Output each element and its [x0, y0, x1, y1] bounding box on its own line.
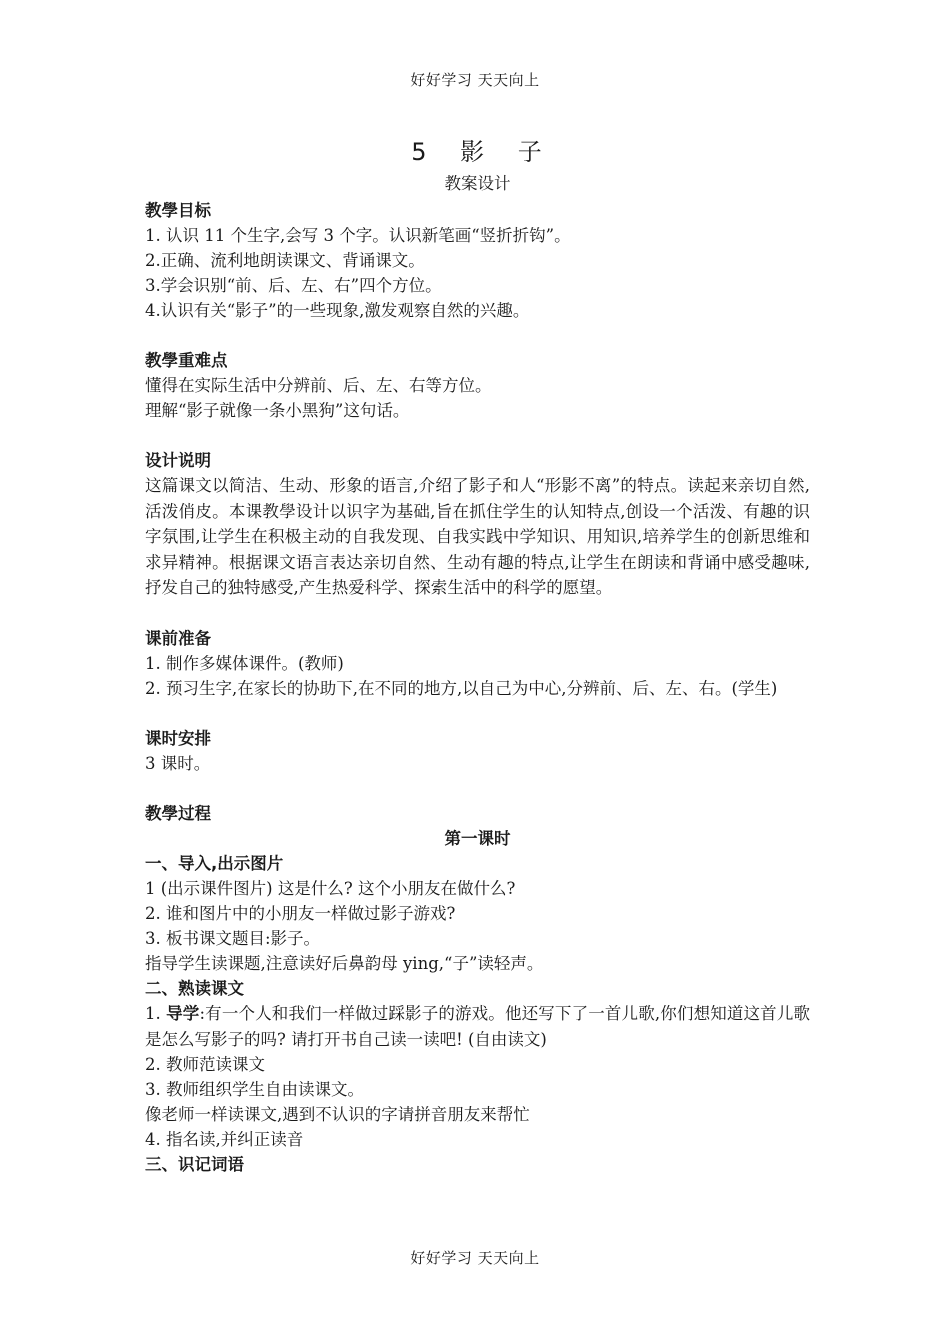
- lesson-title: 5 影 子: [411, 138, 544, 166]
- guide-label: 导学: [166, 1004, 200, 1023]
- prep-heading: 课前准备: [145, 628, 211, 648]
- part2-item: 2. 教师范读课文: [145, 1055, 265, 1074]
- design-paragraph: 这篇课文以简洁、生动、形象的语言,介绍了影子和人“形影不离”的特点。读起来亲切自然,活泼俏皮。本课教學设计以识字为基础,旨在抓住学生的认知特点,创设一个活泼、有趣的识字氛围,让学生在积极主动的自我发现、自我实践中学知识、用知识,培养学生的创新思维和求异精神。根据课文语言表达亲切自然、生动有趣的特点,让学生在朗读和背诵中感受趣味,抒发自己的独特感受,产生热爱科学、探索生活中的科学的愿望。: [145, 476, 810, 597]
- schedule-text: 3 课时。: [145, 754, 211, 773]
- prep-item: 2. 预习生字,在家长的协助下,在不同的地方,以自己为中心,分辨前、后、左、右。(学生): [145, 678, 778, 698]
- part2-item-number: 1.: [145, 1004, 167, 1023]
- part1-item: 1 (出示课件图片) 这是什么? 这个小朋友在做什么?: [145, 879, 516, 898]
- part2-item: 4. 指名读,并纠正读音: [145, 1130, 304, 1149]
- schedule-heading: 课时安排: [145, 729, 211, 748]
- goal-item: 2.正确、流利地朗读课文、背诵课文。: [145, 251, 425, 270]
- part2-heading: 二、熟读课文: [145, 979, 244, 998]
- part1-heading: 一、导入,出示图片: [145, 854, 284, 873]
- part1-item: 3. 板书课文题目:影子。: [145, 929, 321, 948]
- part2-item: 像老师一样读课文,遇到不认识的字请拼音朋友来帮忙: [145, 1105, 530, 1124]
- part1-item: 2. 谁和图片中的小朋友一样做过影子游戏?: [145, 904, 456, 923]
- design-heading: 设计说明: [145, 451, 211, 470]
- part2-item-guide: [145, 1001, 810, 1052]
- goal-item: 3.学会识别“前、后、左、右”四个方位。: [145, 276, 442, 295]
- goal-item: 1. 认识 11 个生字,会写 3 个字。认识新笔画“竖折折钩”。: [145, 226, 571, 245]
- keypoints-heading: 教學重难点: [145, 351, 228, 370]
- goals-heading: 教學目标: [145, 201, 211, 220]
- page-header: 好好学习 天天向上: [410, 71, 540, 89]
- guide-text: :有一个人和我们一样做过踩影子的游戏。他还写下了一首儿歌,你们想知道这首儿歌是怎么写影子的吗? 请打开书自己读一读吧! (自由读文): [145, 1004, 810, 1049]
- page-footer: 好好学习 天天向上: [410, 1249, 540, 1267]
- lesson-subtitle: 教案设计: [444, 174, 511, 193]
- prep-item: 1. 制作多媒体课件。(教师): [145, 653, 344, 673]
- process-heading: 教學过程: [145, 804, 211, 823]
- goal-item: 4.认识有关“影子”的一些现象,激发观察自然的兴趣。: [145, 301, 530, 320]
- keypoint-item: 理解“影子就像一条小黑狗”这句话。: [145, 401, 410, 420]
- document-body: [145, 137, 810, 1177]
- part1-item: 指导学生读课题,注意读好后鼻韵母 ying,“子”读轻声。: [145, 954, 544, 973]
- part3-heading: 三、识记词语: [145, 1155, 244, 1174]
- keypoint-item: 懂得在实际生活中分辨前、后、左、右等方位。: [145, 376, 492, 395]
- lesson-one-heading: 第一课时: [444, 829, 511, 848]
- part2-item: 3. 教师组织学生自由读课文。: [145, 1080, 364, 1099]
